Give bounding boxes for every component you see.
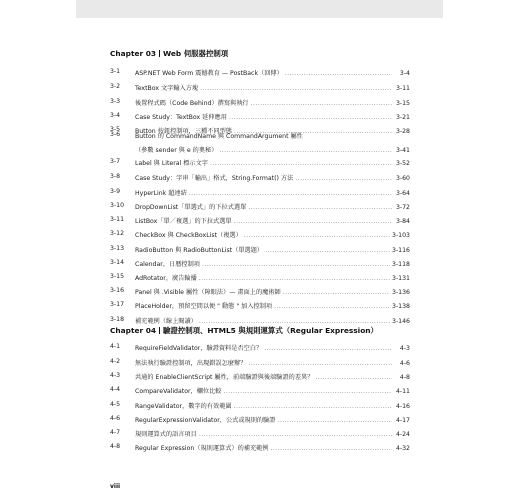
leader-dots [315, 374, 392, 381]
toc-entry-title: Button 按鈕控制項，三種不同型態 [135, 128, 232, 135]
toc-entry-page: 3-138 [392, 303, 410, 310]
toc-entry-3-6-continuation[interactable] [135, 145, 410, 159]
toc-entry-number: 3-12 [110, 230, 125, 237]
toc-entry-title: CheckBox 與 CheckBoxList（複選） [135, 232, 242, 239]
toc-entry-title: RequireFieldValidator，驗證資料是否空白？ [135, 345, 263, 352]
toc-entry-3-11[interactable] [110, 216, 410, 230]
toc-entry-number: 3-15 [110, 273, 125, 280]
toc-entry-page: 4-24 [395, 431, 410, 438]
chapter-3-heading [110, 48, 440, 59]
toc-entry-3-15[interactable] [110, 273, 410, 287]
toc-entry-3-7[interactable] [110, 158, 410, 172]
leader-dots [199, 431, 392, 438]
toc-entry-number: 4-7 [110, 429, 121, 436]
toc-entry-number: 3-9 [110, 188, 121, 195]
leader-dots [223, 388, 392, 395]
leader-dots [274, 303, 390, 310]
toc-entry-page: 3-4 [399, 70, 410, 77]
leader-dots [285, 70, 392, 77]
toc-entry-title: RegularExpressionValidator，公式或規則的驗證 [135, 417, 276, 424]
leader-dots [244, 232, 390, 239]
toc-entry-line [135, 443, 410, 452]
toc-entry-page: 3-84 [395, 218, 410, 225]
toc-entry-number: 3-11 [110, 216, 125, 223]
toc-entry-line [135, 401, 410, 410]
toc-entry-line [135, 68, 410, 77]
toc-entry-3-1[interactable] [110, 68, 410, 82]
toc-entry-page: 3-146 [392, 318, 410, 325]
toc-entry-page: 3-64 [395, 190, 410, 197]
toc-entry-line [135, 216, 410, 225]
toc-entry-page: 3-72 [395, 204, 410, 211]
toc-entry-3-13[interactable] [110, 245, 410, 259]
toc-entry-page: 3-11 [395, 85, 410, 92]
heading-divider [159, 50, 160, 57]
chapter-4-prefix: Chapter 04 [110, 326, 157, 335]
toc-entry-page: 3-15 [395, 100, 410, 107]
toc-entry-title: ListBox「單／複選」的下拉式選單 [135, 218, 232, 225]
toc-entry-title: RadioButton 與 RadioButtonList（單選題） [135, 247, 264, 254]
toc-entry-number: 4-2 [110, 358, 121, 365]
toc-entry-number: 3-8 [110, 173, 121, 180]
toc-entry-title: 後置程式碼（Code Behind）撰寫與執行 [135, 100, 249, 107]
toc-entry-4-1[interactable] [110, 343, 410, 357]
toc-entry-line [135, 245, 410, 254]
toc-entry-line [135, 343, 410, 352]
leader-dots [199, 275, 390, 282]
leader-dots [189, 190, 392, 197]
toc-entry-title: Panel 與 .Visible 屬性（障眼法）— 畫面上的魔術師 [135, 289, 281, 296]
toc-entry-4-4[interactable] [110, 386, 410, 400]
leader-dots [199, 318, 390, 325]
toc-entry-title: Button 的 CommandName 與 CommandArgument 屬性 [135, 133, 303, 140]
toc-entry-page: 4-11 [395, 388, 410, 395]
toc-entry-title: 共通的 EnableClientScript 屬性，前端驗證與後端驗證的差異？ [135, 374, 314, 381]
chapter-4-heading [110, 325, 440, 336]
toc-entry-number: 3-13 [110, 245, 125, 252]
toc-entry-number: 3-5 [110, 126, 121, 133]
toc-entry-page: 3-52 [395, 160, 410, 167]
toc-entry-3-4[interactable] [110, 112, 410, 126]
toc-entry-4-8[interactable] [110, 443, 410, 457]
toc-entry-4-2[interactable] [110, 358, 410, 372]
toc-entry-line [135, 158, 410, 167]
leader-dots [219, 147, 392, 154]
leader-dots [251, 100, 392, 107]
toc-entry-title: DropDownList「單選式」的下拉式選單 [135, 204, 247, 211]
toc-entry-number: 3-16 [110, 287, 125, 294]
toc-entry-page: 3-136 [392, 289, 410, 296]
toc-entry-3-12[interactable] [110, 230, 410, 244]
chapter-3-title: Web 伺服器控制項 [163, 49, 229, 58]
toc-entry-page: 4-8 [399, 374, 410, 381]
toc-entry-line [135, 173, 410, 182]
page-folio: viii [110, 483, 121, 490]
leader-dots [248, 204, 392, 211]
toc-entry-title: RangeValidator，數字的有效範圍 [135, 403, 232, 410]
toc-entry-4-5[interactable] [110, 401, 410, 415]
leader-dots [283, 289, 390, 296]
toc-entry-3-10[interactable] [110, 202, 410, 216]
toc-entry-line [135, 301, 410, 310]
toc-entry-page: 4-16 [395, 403, 410, 410]
toc-entry-number: 4-8 [110, 443, 121, 450]
leader-dots [265, 247, 390, 254]
toc-entry-title: TextBox 文字輸入方塊 [135, 85, 199, 92]
toc-entry-title: 規則運算式的語言項目 [135, 431, 197, 438]
toc-entry-line [135, 230, 410, 239]
toc-entry-number: 3-7 [110, 158, 121, 165]
toc-entry-page: 3-131 [392, 275, 410, 282]
toc-entry-line [135, 386, 410, 395]
toc-entry-number: 4-4 [110, 386, 121, 393]
toc-entry-line [135, 273, 410, 282]
toc-entry-page: 4-17 [395, 417, 410, 424]
toc-entry-page: 3-103 [392, 232, 410, 239]
toc-entry-line [135, 316, 410, 325]
leader-dots [277, 417, 392, 424]
toc-entry-line [135, 202, 410, 211]
toc-entry-3-9[interactable] [110, 188, 410, 202]
toc-entry-number: 3-1 [110, 68, 121, 75]
leader-dots [234, 218, 392, 225]
toc-entry-title: ASP.NET Web Form 震撼教育 — PostBack（回傳） [135, 70, 283, 77]
toc-entry-number: 3-14 [110, 259, 125, 266]
toc-entry-number: 3-4 [110, 112, 121, 119]
toc-entry-title: HyperLink 超連結 [135, 190, 187, 197]
toc-entry-title: Calendar，日曆控制項 [135, 261, 200, 268]
toc-entry-3-14[interactable] [110, 259, 410, 273]
toc-entry-number: 3-2 [110, 83, 121, 90]
toc-entry-title: PlaceHolder，預留空間以便 " 動態 " 加入控制項 [135, 303, 273, 310]
toc-entry-title: Regular Expression（規則運算式）的補充範例 [135, 445, 269, 452]
toc-entry-title: AdRotator，廣告輪播 [135, 275, 197, 282]
leader-dots [295, 175, 392, 182]
toc-entry-4-7[interactable] [110, 429, 410, 443]
toc-entry-number: 4-3 [110, 372, 121, 379]
chapter-4-title: 驗證控制項、HTML5 與規則運算式（Regular Expression） [163, 326, 378, 335]
toc-entry-page: 4-3 [399, 345, 410, 352]
leader-dots [271, 445, 392, 452]
toc-entry-title: Case Study：字串「輸出」格式，String.Format() 方法 [135, 175, 294, 182]
toc-entry-3-8[interactable] [110, 173, 410, 187]
toc-entry-line [135, 131, 410, 140]
toc-entry-line [135, 372, 410, 381]
toc-entry-line [135, 188, 410, 197]
toc-entry-3-6[interactable] [110, 131, 410, 145]
toc-entry-number: 3-6 [110, 131, 121, 138]
toc-entry-number: 4-5 [110, 401, 121, 408]
toc-entry-title: 補充範例（線上閱讀） [135, 318, 197, 325]
toc-entry-page: 4-6 [399, 360, 410, 367]
toc-entry-3-17[interactable] [110, 301, 410, 315]
toc-entry-page: 4-32 [395, 445, 410, 452]
toc-entry-title: CompareValidator，欄位比較 [135, 388, 222, 395]
toc-entry-line [135, 83, 410, 92]
leader-dots [202, 261, 390, 268]
toc-entry-line [135, 98, 410, 107]
toc-entry-4-3[interactable] [110, 372, 410, 386]
leader-dots [234, 403, 392, 410]
leader-dots [248, 360, 392, 367]
toc-entry-line [135, 259, 410, 268]
toc-entry-3-3[interactable] [110, 98, 410, 112]
toc-entry-number: 3-18 [110, 316, 125, 323]
toc-entry-page: 3-116 [392, 247, 410, 254]
toc-entry-line [135, 358, 410, 367]
toc-entry-line [135, 429, 410, 438]
leader-dots [210, 160, 392, 167]
toc-entry-title: Case Study：TextBox 延伸應用 [135, 114, 227, 121]
heading-divider [159, 327, 160, 334]
toc-entry-3-2[interactable] [110, 83, 410, 97]
toc-entry-number: 3-10 [110, 202, 125, 209]
toc-entry-page: 3-118 [392, 261, 410, 268]
toc-entry-number: 4-6 [110, 415, 121, 422]
toc-entry-number: 3-3 [110, 98, 121, 105]
leader-dots [229, 114, 392, 121]
leader-dots [200, 85, 392, 92]
toc-entry-4-6[interactable] [110, 415, 410, 429]
toc-entry-line [135, 287, 410, 296]
toc-entry-number: 3-17 [110, 301, 125, 308]
toc-entry-title: （參數 sender 與 e 的奧秘） [135, 147, 218, 154]
chapter-3-prefix: Chapter 03 [110, 49, 157, 58]
toc-entry-title: Label 與 Literal 標示文字 [135, 160, 208, 167]
toc-entry-line [135, 415, 410, 424]
toc-entry-page: 3-60 [395, 175, 410, 182]
toc-entry-page: 3-28 [395, 128, 410, 135]
toc-entry-title: 無法執行驗證控制項，出現錯誤怎麼辦？ [135, 360, 247, 367]
toc-entry-page: 3-41 [395, 147, 410, 154]
toc-entry-page: 3-21 [395, 114, 410, 121]
toc-entry-number: 4-1 [110, 343, 121, 350]
toc-entry-3-16[interactable] [110, 287, 410, 301]
leader-dots [264, 345, 392, 352]
toc-entry-line [135, 112, 410, 121]
